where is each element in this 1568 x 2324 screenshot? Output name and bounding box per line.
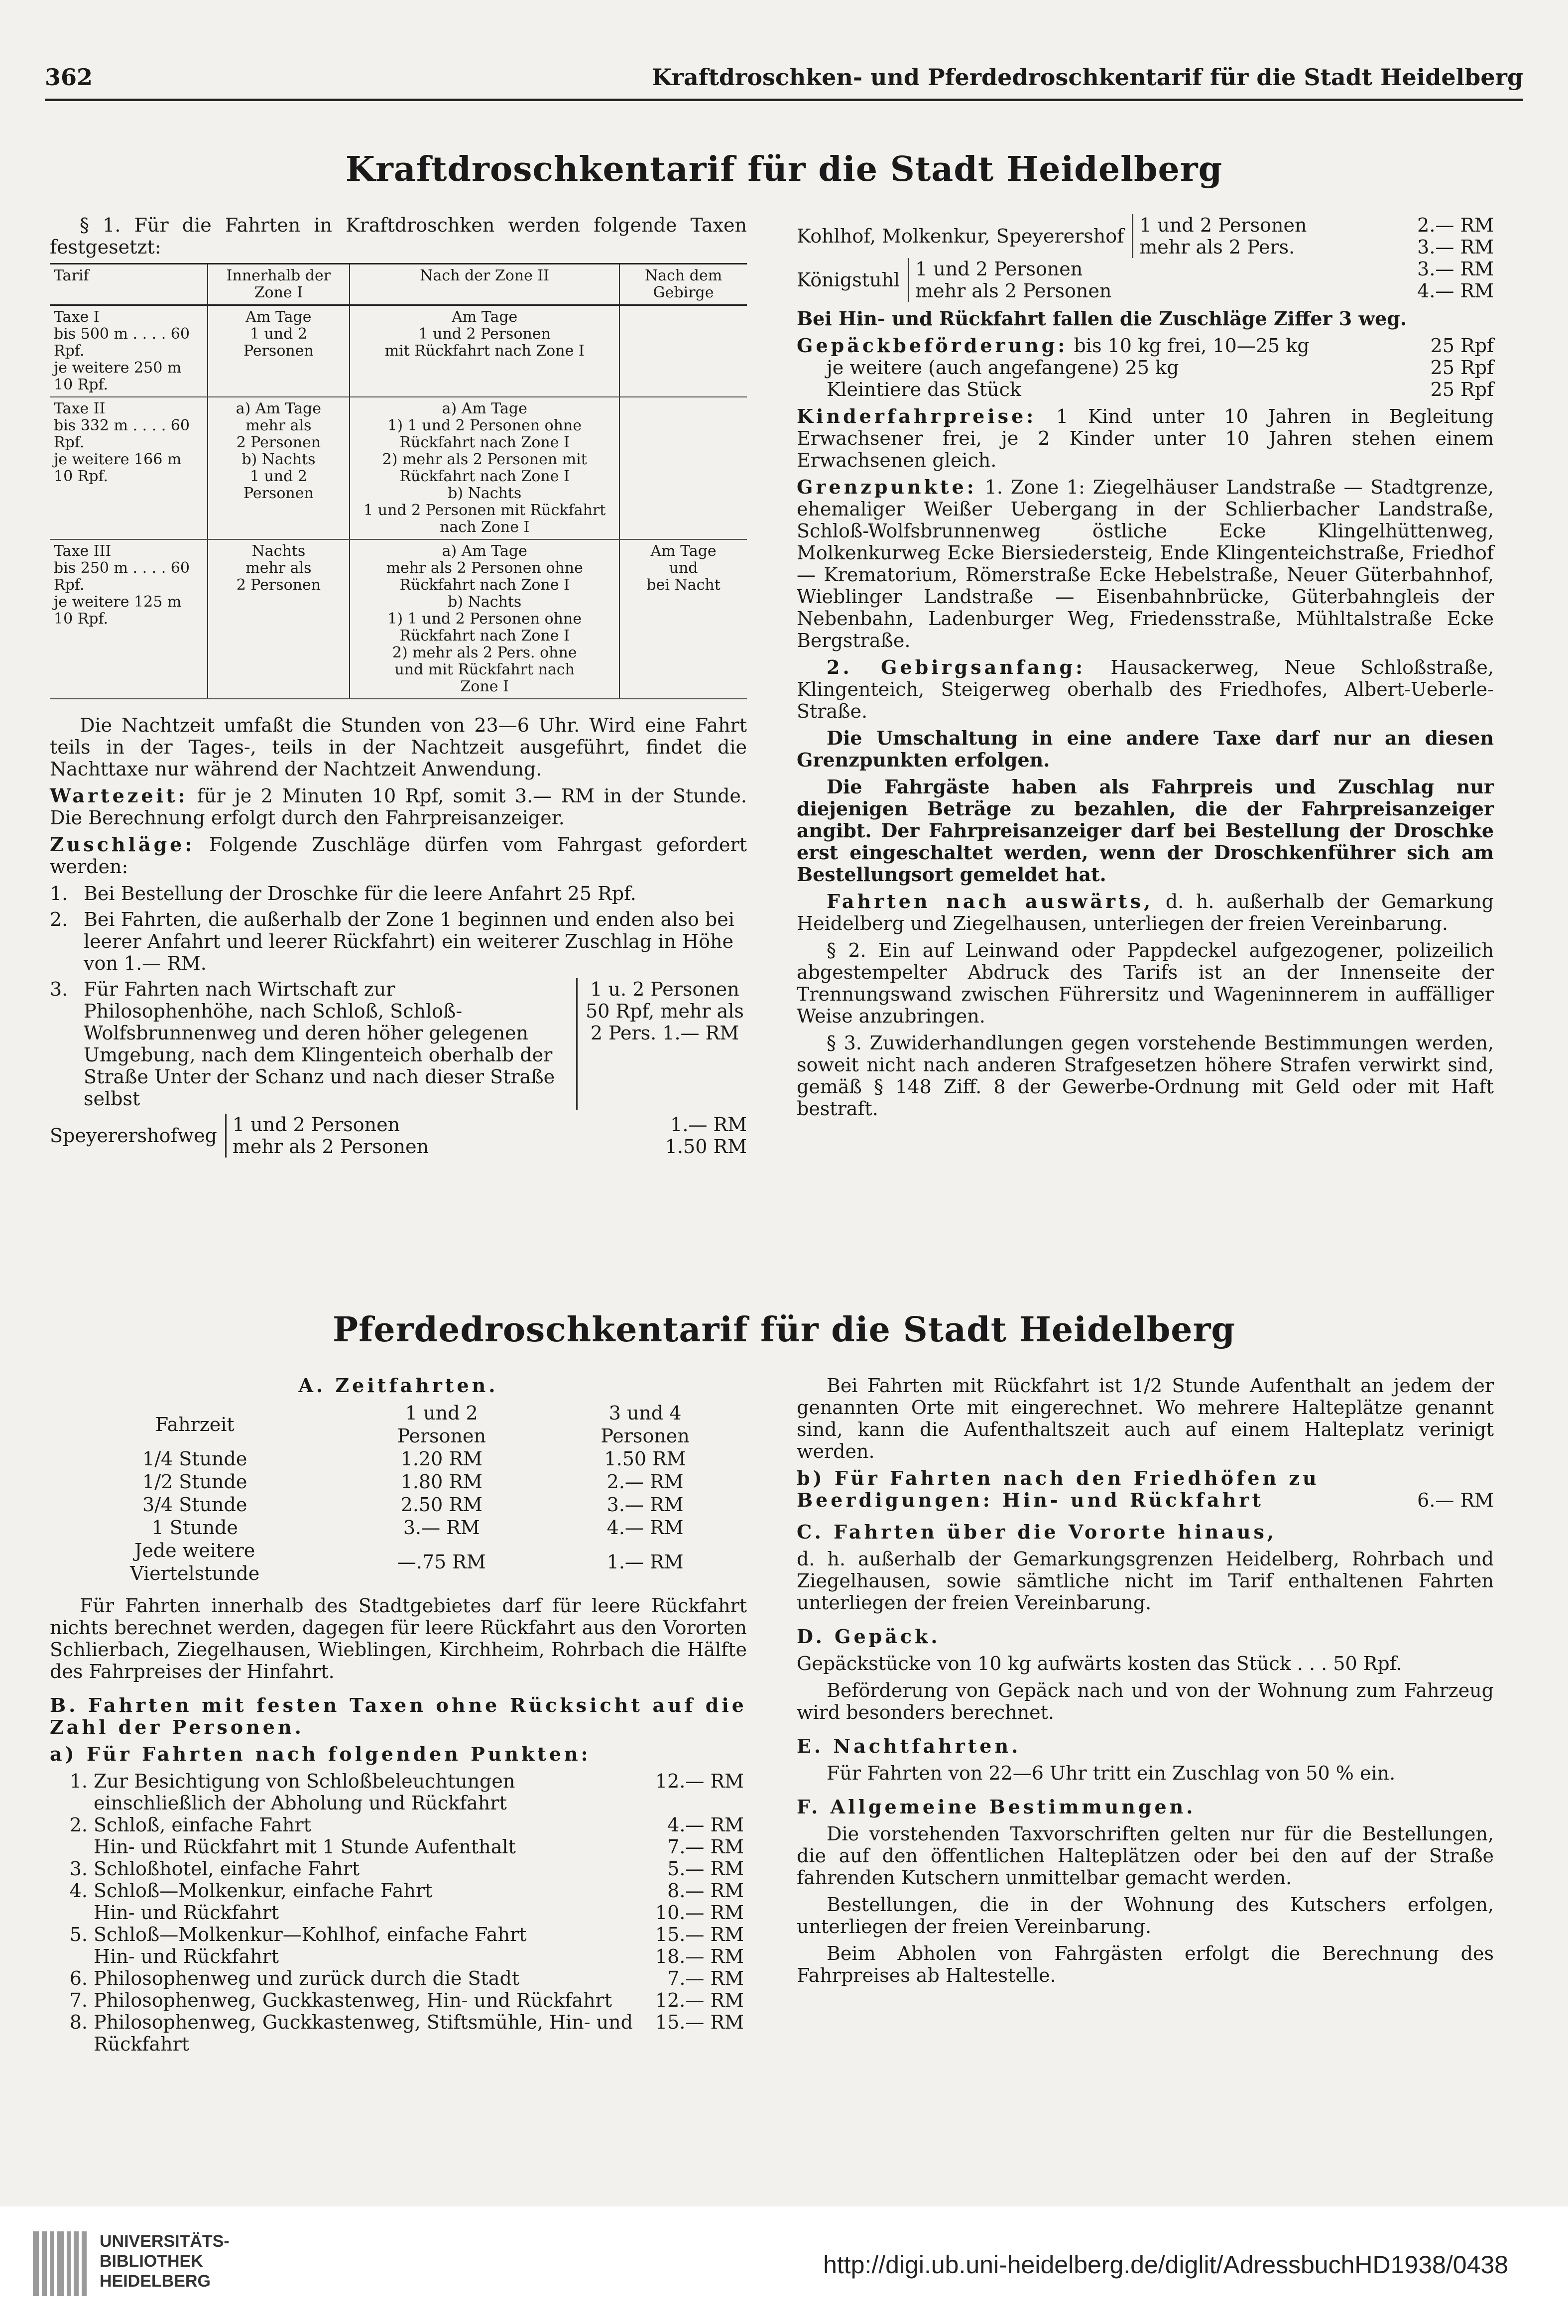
punkt-number: [50, 1945, 91, 1967]
list-item: [50, 908, 747, 974]
page-number: 362: [45, 64, 93, 91]
kohlhof-price: 3.— RM: [1417, 236, 1494, 258]
punkt-number: 4.: [69, 1880, 88, 1902]
punkt-text: Zur Besichtigung von Schloßbeleuchtungen einschließlich der Abholung und Rückfahrt: [94, 1770, 515, 1814]
koenigstuhl-price: 4.— RM: [1417, 280, 1494, 302]
tariff-header: Nach der Zone II: [350, 264, 619, 305]
punkt-price: 15.— RM: [655, 2011, 744, 2033]
hin-rueck-note: Bei Hin- und Rückfahrt fallen die Zuschläge Ziffer 3 weg.: [797, 307, 1407, 330]
gepaeck-price: 25 Rpf: [1430, 335, 1494, 357]
table-row: [50, 1493, 747, 1516]
grenz-text: 1. Zone 1: Ziegelhäuser Landstraße — Stadtgrenze, ehemaliger Weißer Uebergang in der Schlierbacher Landstraße, Schloß-Wolfsbrunnenweg östliche Ecke Klingelhüttenweg, Molkenkurweg Ecke Biersiedersteig, Ende Klingenteichstraße, Friedhof — Krematorium, Römerstraße Ecke Hebelstraße, Neuer Güterbahnhof, Wieblinger Landstraße — Eisenbahnbrücke, Güterbahngleis der Nebenbahn, Ladenburger Weg, Friedensstraße, Mühltalstraße Ecke Bergstraße.: [797, 476, 1494, 651]
koenigstuhl-entry: [797, 258, 1494, 302]
list-item: [50, 978, 747, 1110]
running-title: Kraftdroschken- und Pferdedroschkentarif für die Stadt Heidelberg: [651, 64, 1523, 91]
kohlhof-price: 2.— RM: [1417, 214, 1494, 236]
table-row: [50, 1770, 747, 1814]
kraft-left-column: [50, 214, 747, 1158]
table-row: [50, 1945, 747, 1967]
zeit-cell: 3.— RM: [606, 1494, 684, 1516]
section-d-text-2: Beförderung von Gepäck nach und von der Wohnung zum Fahrzeug wird besonders berechnet.: [797, 1679, 1494, 1723]
zeit-header: 3 und 4 Personen: [601, 1402, 690, 1447]
zeit-cell: 1.20 RM: [400, 1448, 482, 1470]
zeit-cell: 1.— RM: [606, 1551, 684, 1573]
section-b-title: B. Fahrten mit festen Taxen ohne Rücksicht auf die Zahl der Personen.: [50, 1694, 747, 1738]
kohlhof-line: mehr als 2 Pers.: [1139, 236, 1295, 258]
tariff-cell: Am Tage und bei Nacht: [619, 539, 747, 699]
punkt-text: Schloßhotel, einfache Fahrt: [94, 1858, 360, 1880]
kinder-text: 1 Kind unter 10 Jahren in Begleitung Erwachsener frei, je 2 Kinder unter 10 Jahren stehen einem Erwachsenen gleich.: [797, 405, 1494, 471]
punkt-number: [50, 1902, 91, 1924]
wartezeit-label: Wartezeit:: [50, 784, 188, 807]
punkt-text: Philosophenweg und zurück durch die Stadt: [94, 1967, 520, 1989]
punkt-price: 7.— RM: [667, 1836, 744, 1858]
zeit-cell: 4.— RM: [606, 1517, 684, 1539]
gepaeck-block: [797, 335, 1494, 400]
pferde-right-column: [797, 1375, 1494, 1991]
table-row: [50, 1447, 747, 1470]
section-c-title: C. Fahrten über die Vororte hinaus,: [797, 1521, 1277, 1543]
punkt-text: Philosophenweg, Guckkastenweg, Hin- und Rückfahrt: [94, 1989, 612, 2011]
punkt-number: 3.: [69, 1858, 88, 1880]
punkt-text: Hin- und Rückfahrt: [94, 1945, 279, 1967]
library-line: UNIVERSITÄTS-: [100, 2232, 230, 2251]
tariff-cell: a) Am Tage mehr als 2 Personen ohne Rückfahrt nach Zone I b) Nachts 1) 1 und 2 Personen ohne Rückfahrt nach Zone I 2) mehr als 2 Pers. ohne und mit Rückfahrt nach Zone I: [350, 539, 619, 699]
gepaeck-line: bis 10 kg frei, 10—25 kg: [1074, 335, 1310, 357]
zeit-cell: 1/4 Stunde: [142, 1448, 247, 1470]
page-header: [45, 59, 1523, 101]
punkt-price: 18.— RM: [655, 1945, 744, 1967]
punkt-price: 10.— RM: [655, 1902, 744, 1924]
speyerershof-label: Speyerershofweg: [50, 1125, 217, 1147]
kraft-right-column: [797, 214, 1494, 1125]
kinder-label: Kinderfahrpreise:: [797, 405, 1037, 427]
section-b-sub-a: a) Für Fahrten nach folgenden Punkten:: [50, 1743, 591, 1765]
punkt-price: 8.— RM: [667, 1880, 744, 1902]
table-row: [50, 1516, 747, 1539]
gepaeck-price: 25 Rpf: [1430, 357, 1494, 379]
speyerershof-line: 1 und 2 Personen: [232, 1114, 400, 1136]
punkt-number: 2.: [69, 1814, 88, 1836]
item-text: Für Fahrten nach Wirtschaft zur Philosophenhöhe, nach Schloß, Schloß-Wolfsbrunnenweg und deren höher gelegenen Umgebung, nach dem Klingenteich oberhalb der Straße Unter der Schanz und nach dieser Straße selbst: [84, 978, 555, 1110]
zeit-header: 1 und 2 Personen: [397, 1402, 486, 1447]
item-text: Bei Fahrten, die außerhalb der Zone 1 beginnen und enden also bei leerer Anfahrt und leerer Rückfahrt) ein weiterer Zuschlag in Höhe von 1.— RM.: [84, 908, 734, 974]
table-row: [50, 1924, 747, 1945]
punkte-table: [50, 1770, 747, 2055]
viewer-footer: [0, 2206, 1568, 2324]
punkt-number: 5.: [69, 1924, 88, 1945]
punkt-number: 7.: [69, 1989, 88, 2011]
punkt-text: Philosophenweg, Guckkastenweg, Stiftsmühle, Hin- und Rückfahrt: [94, 2011, 633, 2055]
friedhof-entry: [797, 1467, 1494, 1511]
speyerershof-line: mehr als 2 Personen: [232, 1136, 429, 1158]
tariff-cell: Taxe III bis 250 m . . . . 60 Rpf. je weitere 125 m 10 Rpf.: [50, 539, 208, 699]
table-row: [50, 1967, 747, 1989]
library-logo-text: [100, 2231, 230, 2291]
table-row: [50, 1989, 747, 2011]
gepaeck-price: 25 Rpf: [1430, 379, 1494, 400]
table-row: [50, 1539, 747, 1585]
tariff-header: Innerhalb der Zone I: [208, 264, 350, 305]
fahrgaeste-text: Die Fahrgäste haben als Fahrpreis und Zuschlag nur diejenigen Beträge zu bezahlen, die der Fahrpreisanzeiger angibt. Der Fahrpreisanzeiger darf bei Bestellung der Droschke erst eingeschaltet werden, wenn der Droschkenführer sich am Bestellungsort gemeldet hat.: [797, 775, 1494, 886]
tariff-cell: a) Am Tage mehr als 2 Personen b) Nachts 1 und 2 Personen: [208, 397, 350, 539]
zeit-cell: 1.50 RM: [604, 1448, 686, 1470]
pferde-left-column: [50, 1375, 747, 2055]
tariff-header: Nach dem Gebirge: [619, 264, 747, 305]
kraft-title: Kraftdroschkentarif für die Stadt Heidelberg: [345, 149, 1223, 189]
punkt-price: 12.— RM: [655, 1770, 744, 1792]
section-f-text-2: Bestellungen, die in der Wohnung des Kutschers erfolgen, unterliegen der freien Vereinbarung.: [797, 1894, 1494, 1937]
wartezeit-text: für je 2 Minuten 10 Rpf, somit 3.— RM in der Stunde. Die Berechnung erfolgt durch den Fahrpreisanzeiger.: [50, 785, 747, 829]
punkt-text: Schloß, einfache Fahrt: [94, 1814, 311, 1836]
tariff-cell: [619, 397, 747, 539]
permalink-url[interactable]: http://digi.ub.uni-heidelberg.de/diglit/AdressbuchHD1938/0438: [823, 2251, 1508, 2279]
tariff-cell: Taxe II bis 332 m . . . . 60 Rpf. je weitere 166 m 10 Rpf.: [50, 397, 208, 539]
item-number: 1.: [50, 883, 68, 904]
zeit-cell: 3/4 Stunde: [142, 1494, 247, 1516]
section-f-text-1: Die vorstehenden Taxvorschriften gelten nur für die Bestellungen, die auf den öffentlichen Halteplätzen oder bei den auf der Straße fahrenden Kutschern unmittelbar gemacht werden.: [797, 1823, 1494, 1889]
speyerershof-price: 1.50 RM: [665, 1136, 747, 1158]
punkt-number: 6.: [69, 1967, 88, 1989]
zeit-cell: 2.— RM: [606, 1471, 684, 1493]
tariff-cell: Nachts mehr als 2 Personen: [208, 539, 350, 699]
koenigstuhl-line: mehr als 2 Personen: [915, 280, 1112, 302]
zeit-cell: 3.— RM: [403, 1517, 480, 1539]
table-row: [50, 305, 747, 397]
koenigstuhl-label: Königstuhl: [797, 269, 900, 291]
speyerershof-price: 1.— RM: [670, 1114, 747, 1136]
speyerershof-entry: [50, 1114, 747, 1158]
punkt-text: Schloß—Molkenkur, einfache Fahrt: [94, 1880, 433, 1902]
tariff-cell: a) Am Tage 1) 1 und 2 Personen ohne Rückfahrt nach Zone I 2) mehr als 2 Personen mit Rückfahrt nach Zone I b) Nachts 1 und 2 Personen mit Rückfahrt nach Zone I: [350, 397, 619, 539]
pferde-title: Pferdedroschkentarif für die Stadt Heidelberg: [333, 1310, 1235, 1350]
table-row: [50, 1880, 747, 1902]
paragraph-3: § 3. Zuwiderhandlungen gegen vorstehende Bestimmungen werden, soweit nicht nach anderen Strafgesetzen höhere Strafen verwirkt sind, gemäß § 148 Ziff. 8 der Gewerbe-Ordnung mit Geld oder mit Haft bestraft.: [797, 1032, 1494, 1120]
table-row: [50, 397, 747, 539]
zeit-header: Fahrzeit: [155, 1414, 235, 1435]
list-item: [50, 883, 747, 904]
section-e-title: E. Nachtfahrten.: [797, 1735, 1021, 1757]
gepaeck-line: Kleintiere das Stück: [827, 379, 1021, 400]
stadt-text: Für Fahrten innerhalb des Stadtgebietes darf für leere Rückfahrt nichts berechnet werden, dagegen für leere Rückfahrt aus den Vororten Schlierbach, Ziegelhausen, Wieblingen, Kirchheim, Rohrbach die Hälfte des Fahrpreises der Hinfahrt.: [50, 1595, 747, 1682]
punkt-number: 1.: [69, 1770, 88, 1792]
tariff-cell: Taxe I bis 500 m . . . . 60 Rpf. je weitere 250 m 10 Rpf.: [50, 305, 208, 397]
gepaeck-label: Gepäckbeförderung:: [797, 334, 1068, 357]
auswaerts-text: d. h. außerhalb der Gemarkung Heidelberg und Ziegelhausen, unterliegen der freien Vereinbarung.: [797, 891, 1494, 934]
section-e-text: Für Fahrten von 22—6 Uhr tritt ein Zuschlag von 50 % ein.: [827, 1762, 1396, 1784]
punkt-price: 15.— RM: [655, 1924, 744, 1945]
section-d-text-1: Gepäckstücke von 10 kg aufwärts kosten das Stück . . . 50 Rpf.: [797, 1653, 1402, 1675]
table-row: [50, 2011, 747, 2055]
tariff-cell: Am Tage 1 und 2 Personen mit Rückfahrt nach Zone I: [350, 305, 619, 397]
halteplatz-text: Bei Fahrten mit Rückfahrt ist 1/2 Stunde Aufenthalt an jedem der genannten Orte mit eingerechnet. Wo mehrere Halteplätze genannt sind, kann die Aufenthaltszeit auch auf einem Halteplatz verinigt werden.: [797, 1375, 1494, 1462]
grenz-label: Grenzpunkte:: [797, 476, 977, 498]
university-seal-icon: [30, 2226, 90, 2301]
section-f-text-3: Beim Abholen von Fahrgästen erfolgt die Berechnung des Fahrpreises ab Haltestelle.: [797, 1942, 1494, 1986]
zuschlaege-text: Folgende Zuschläge dürfen vom Fahrgast gefordert werden:: [50, 834, 747, 878]
gebirg-text: Hausackerweg, Neue Schloßstraße, Klingenteich, Steigerweg oberhalb des Friedhofes, Albert-Ueberle-Straße.: [797, 656, 1494, 722]
zeitfahrten-table: [50, 1402, 747, 1585]
item-number: 2.: [50, 908, 68, 930]
zeit-cell: 1.80 RM: [400, 1471, 482, 1493]
item-number: 3.: [50, 978, 68, 1000]
punkt-number: 8.: [69, 2011, 88, 2033]
section-f-title: F. Allgemeine Bestimmungen.: [797, 1796, 1196, 1818]
table-row: [50, 1902, 747, 1924]
gepaeck-line: je weitere (auch angefangene) 25 kg: [827, 357, 1179, 379]
section-a-title: A. Zeitfahrten.: [298, 1374, 498, 1397]
auswaerts-label: Fahrten nach auswärts,: [827, 890, 1154, 912]
table-row: [50, 1814, 747, 1836]
kohlhof-line: 1 und 2 Personen: [1139, 214, 1307, 236]
item-text: Bei Bestellung der Droschke für die leere Anfahrt 25 Rpf.: [84, 883, 636, 904]
section-d-title: D. Gepäck.: [797, 1625, 941, 1648]
zeit-cell: 2.50 RM: [400, 1494, 482, 1516]
gebirg-label: 2. Gebirgsanfang:: [827, 656, 1086, 678]
punkt-text: Hin- und Rückfahrt: [94, 1902, 279, 1924]
zeit-cell: —.75 RM: [397, 1551, 486, 1573]
table-row: [50, 539, 747, 699]
section-c-text: d. h. außerhalb der Gemarkungsgrenzen Heidelberg, Rohrbach und Ziegelhausen, sowie sämtliche nicht im Tarif enthaltenen Fahrten unterliegen der freien Vereinbarung.: [797, 1548, 1494, 1614]
punkt-number: [50, 1836, 91, 1858]
item-price: 1 u. 2 Personen 50 Rpf, mehr als 2 Pers. 1.— RM: [576, 978, 747, 1110]
paragraph-2: § 2. Ein auf Leinwand oder Pappdeckel aufgezogener, polizeilich abgestempelter Abdruck des Tarifs ist an der Innenseite der Trennungswand zwischen Führersitz und Wageninnerem in auffälliger Weise anzubringen.: [797, 939, 1494, 1027]
library-line: HEIDELBERG: [100, 2272, 211, 2291]
punkt-text: Hin- und Rückfahrt mit 1 Stunde Aufenthalt: [94, 1836, 516, 1858]
kraft-intro: § 1. Für die Fahrten in Kraftdroschken werden folgende Taxen festgesetzt:: [50, 214, 747, 258]
nachtzeit-text: Die Nachtzeit umfaßt die Stunden von 23—6 Uhr. Wird eine Fahrt teils in der Tages-, teils in der Nachtzeit ausgeführt, findet die Nachttaxe nur während der Nachtzeit Anwendung.: [50, 714, 747, 780]
tariff-cell: [619, 305, 747, 397]
umschalt-text: Die Umschaltung in eine andere Taxe darf nur an diesen Grenzpunkten erfolgen.: [797, 727, 1494, 771]
kohlhof-entry: [797, 214, 1494, 258]
table-row: [50, 1470, 747, 1493]
table-row: [50, 1858, 747, 1880]
punkt-price: 5.— RM: [667, 1858, 744, 1880]
kohlhof-label: Kohlhof, Molkenkur, Speyerershof: [797, 225, 1124, 247]
zeit-cell: Jede weitere Viertelstunde: [130, 1540, 260, 1584]
punkt-price: 12.— RM: [655, 1989, 744, 2011]
zuschlaege-label: Zuschläge:: [50, 833, 195, 856]
kraft-tariff-table: [50, 263, 747, 699]
tariff-header: Tarif: [50, 264, 208, 305]
friedhof-price: 6.— RM: [1417, 1489, 1494, 1511]
tariff-cell: Am Tage 1 und 2 Personen: [208, 305, 350, 397]
koenigstuhl-line: 1 und 2 Personen: [915, 258, 1083, 280]
library-line: BIBLIOTHEK: [100, 2252, 203, 2271]
koenigstuhl-price: 3.— RM: [1417, 258, 1494, 280]
section-b-sub-b: b) Für Fahrten nach den Friedhöfen zu Beerdigungen: Hin- und Rückfahrt: [797, 1467, 1320, 1511]
table-row: [50, 1836, 747, 1858]
punkt-price: 7.— RM: [667, 1967, 744, 1989]
punkt-text: Schloß—Molkenkur—Kohlhof, einfache Fahrt: [94, 1924, 527, 1945]
zeit-cell: 1 Stunde: [151, 1517, 238, 1539]
zeit-cell: 1/2 Stunde: [142, 1471, 247, 1493]
punkt-price: 4.— RM: [667, 1814, 744, 1836]
